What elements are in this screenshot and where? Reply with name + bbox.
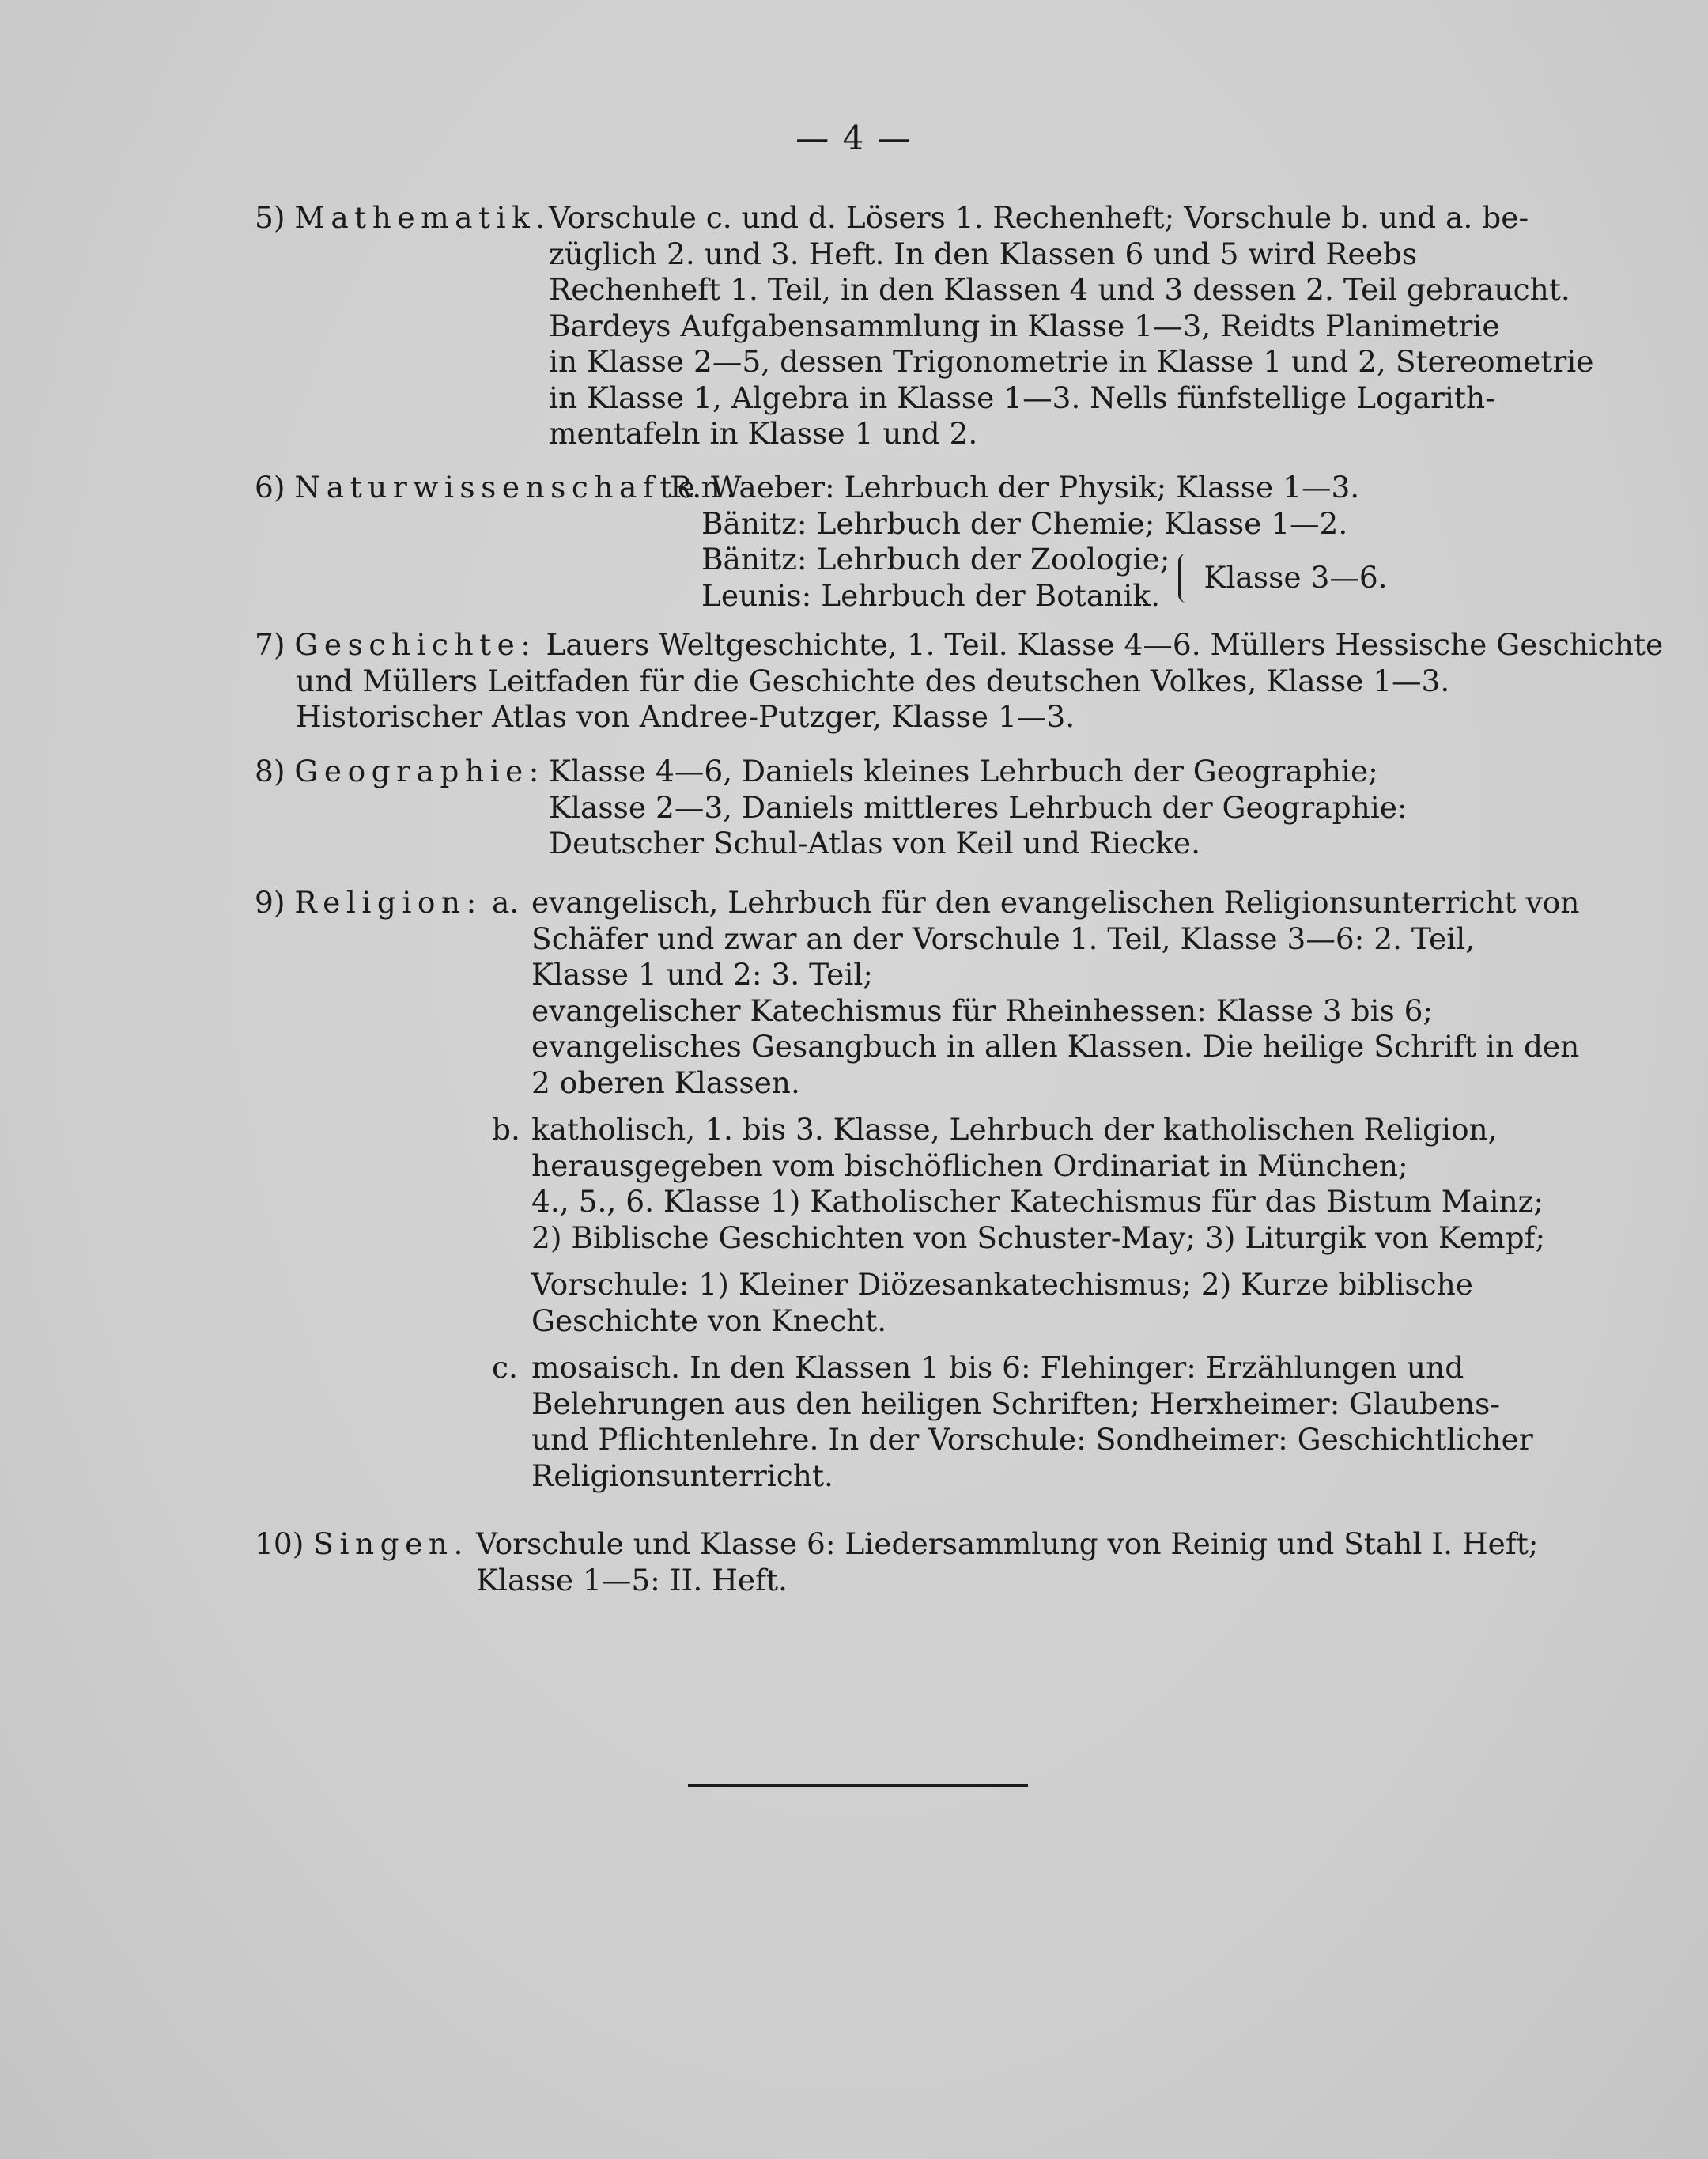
text-line: Geschichte von Knecht. [531, 1303, 887, 1338]
subsection-letter: b. [492, 1112, 520, 1147]
text-line: Schäfer und zwar an der Vorschule 1. Teil, Klasse 3—6: 2. Teil, [531, 921, 1476, 956]
section-heading [255, 1526, 476, 1598]
text-line: und Pflichtenlehre. In der Vorschule: Sondheimer: Geschichtlicher [531, 1422, 1533, 1457]
closing-rule [688, 1784, 1028, 1787]
book-botanik: Leunis: Lehrbuch der Botanik. [701, 577, 1160, 613]
section-mathematik [255, 200, 1594, 452]
text-line: Vorschule c. und d. Lösers 1. Rechenheft; Vorschule b. und a. be- [549, 200, 1529, 235]
text-line: Vorschule und Klasse 6: Liedersammlung von Reinig und Stahl I. Heft; [476, 1526, 1539, 1561]
subsection-letter: a. [492, 885, 520, 920]
text-line: 2 oberen Klassen. [531, 1064, 800, 1100]
section-title: Geographie: [294, 754, 545, 788]
text-line: evangelisches Gesangbuch in allen Klassen. Die heilige Schrift in den [531, 1029, 1580, 1064]
section-title: Geschichte: [294, 627, 537, 662]
text-line: Klasse 4—6, Daniels kleines Lehrbuch der Geographie; [549, 754, 1378, 788]
section-heading [255, 754, 549, 862]
text-line: und Müllers Leitfaden für die Geschichte des deutschen Volkes, Klasse 1—3. [296, 663, 1450, 698]
text-line: Deutscher Schul-Atlas von Keil und Riecke. [549, 826, 1201, 860]
section-singen [255, 1526, 1539, 1598]
book-zoologie: Bänitz: Lehrbuch der Zoologie; [701, 542, 1170, 577]
section-number: 7) [255, 627, 285, 662]
biology-class-range: Klasse 3—6. [1204, 559, 1388, 595]
text-line: mosaisch. In den Klassen 1 bis 6: Flehinger: Erzählungen und [531, 1350, 1464, 1385]
section-heading [255, 885, 492, 1101]
section-number: 8) [255, 754, 285, 788]
section-title: Singen. [313, 1526, 469, 1561]
text-line: Klasse 2—3, Daniels mittleres Lehrbuch der Geographie: [549, 789, 1408, 825]
text-line: Vorschule: 1) Kleiner Diözesankatechismus; 2) Kurze biblische [531, 1267, 1473, 1302]
section-geographie [255, 754, 1536, 862]
section-number: 6) [255, 470, 285, 505]
text-line: 2) Biblische Geschichten von Schuster-May; 3) Liturgik von Kempf; [531, 1219, 1546, 1255]
book-physik: R. Waeber: Lehrbuch der Physik; Klasse 1—3. [670, 470, 1360, 505]
text-line: Rechenheft 1. Teil, in den Klassen 4 und 3 dessen 2. Teil gebraucht. [549, 272, 1570, 307]
text-line: katholisch, 1. bis 3. Klasse, Lehrbuch der katholischen Religion, [531, 1112, 1498, 1147]
text-line: evangelisch, Lehrbuch für den evangelischen Religionsunterricht von [531, 885, 1580, 920]
text-line: 4., 5., 6. Klasse 1) Katholischer Katechismus für das Bistum Mainz; [531, 1184, 1544, 1219]
section-number: 10) [255, 1526, 304, 1561]
brace-icon [1178, 554, 1193, 603]
religion-b [255, 1112, 1546, 1339]
section-number: 5) [255, 200, 285, 235]
text-line: Religionsunterricht. [531, 1458, 833, 1493]
section-heading [255, 470, 742, 614]
text-line: in Klasse 2—5, dessen Trigonometrie in Klasse 1 und 2, Stereometrie [549, 344, 1594, 379]
page-number: — 4 — [795, 119, 913, 157]
section-title: Mathematik. [294, 200, 551, 235]
subsection-letter: c. [492, 1350, 518, 1385]
text-fragment: Lauers Weltgeschichte, 1. Teil. Klasse 4—6. Müllers Hessische Geschichte [546, 627, 1664, 662]
text-line: Historischer Atlas von Andree-Putzger, Klasse 1—3. [296, 699, 1075, 734]
text-line: herausgegeben vom bischöflichen Ordinariat in München; [531, 1148, 1408, 1183]
text-line: in Klasse 1, Algebra in Klasse 1—3. Nells fünfstellige Logarith- [549, 380, 1495, 415]
text-line: Belehrungen aus den heiligen Schriften; Herxheimer: Glaubens- [531, 1386, 1500, 1421]
section-naturwissenschaften [255, 470, 1536, 614]
text-line [255, 627, 1664, 664]
religion-c [255, 1350, 1536, 1494]
section-geschichte [255, 627, 1664, 735]
book-chemie: Bänitz: Lehrbuch der Chemie; Klasse 1—2. [701, 505, 1348, 541]
section-religion [255, 885, 1580, 1494]
religion-a [255, 885, 1580, 1101]
text-line: züglich 2. und 3. Heft. In den Klassen 6 und 5 wird Reebs [549, 236, 1418, 271]
section-heading [255, 200, 549, 452]
section-title: Naturwissenschaften. [294, 470, 742, 505]
text-line: Bardeys Aufgabensammlung in Klasse 1—3, Reidts Planimetrie [549, 308, 1500, 343]
biology-group [701, 542, 1536, 614]
text-line: evangelischer Katechismus für Rheinhessen: Klasse 3 bis 6; [531, 993, 1434, 1028]
section-number: 9) [255, 885, 285, 920]
text-line: Klasse 1—5: II. Heft. [476, 1562, 788, 1598]
text-line: mentafeln in Klasse 1 und 2. [549, 416, 978, 451]
section-title: Religion: [294, 885, 482, 920]
text-line: Klasse 1 und 2: 3. Teil; [531, 957, 874, 992]
